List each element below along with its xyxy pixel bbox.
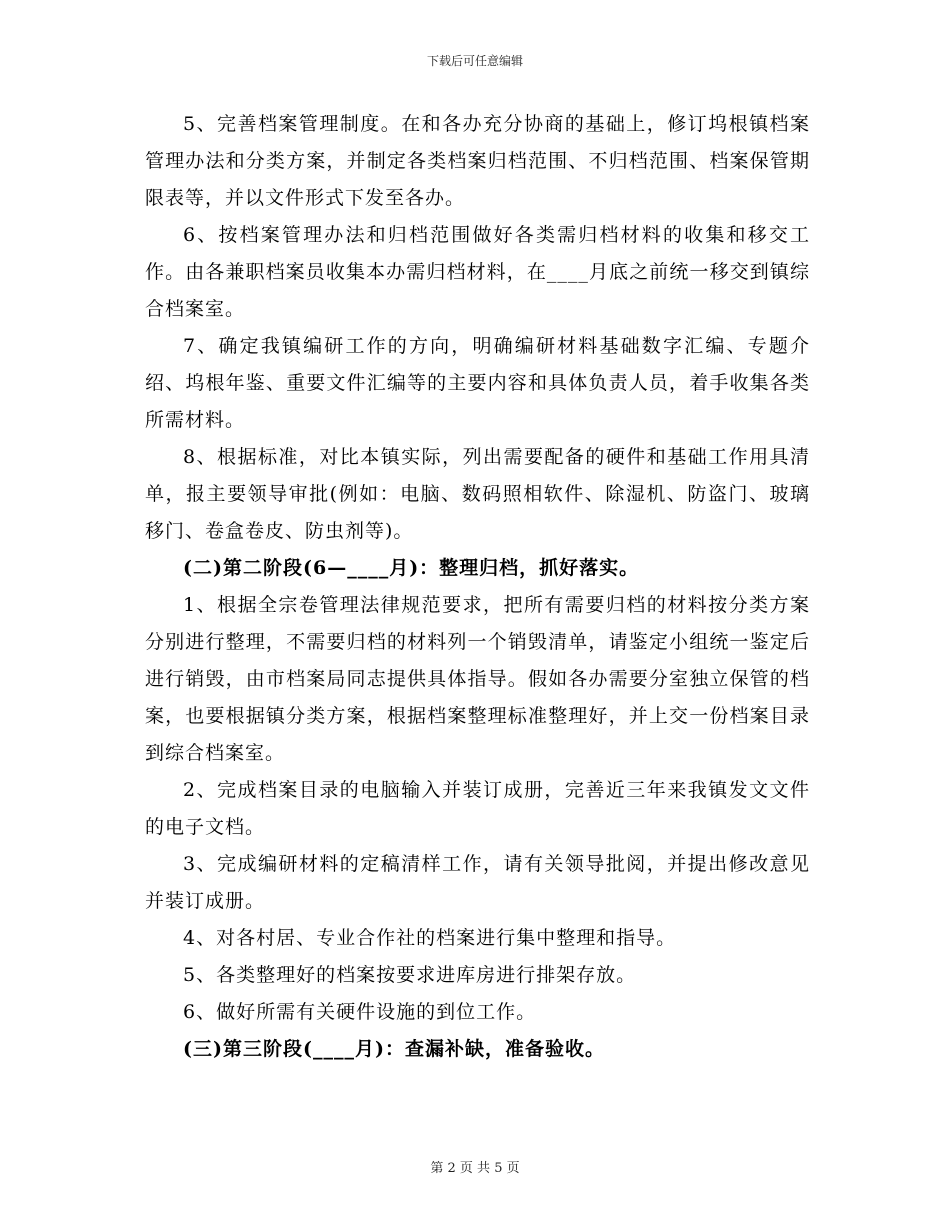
page-number: 第 2 页 共 5 页 — [430, 1161, 520, 1176]
paragraph-stage2-item-5: 5、各类整理好的档案按要求进库房进行排架存放。 — [183, 964, 637, 986]
section-heading-stage-3: (三)第三阶段(____月)：查漏补缺，准备验收。 — [183, 1038, 605, 1060]
paragraph-item-6: 6、按档案管理办法和归档范围做好各类需归档材料的收集和移交工作。由各兼职档案员收集本办需归档材料，在____月底之前统一移交到镇综合档案室。 — [145, 224, 810, 320]
paragraph-stage2-item-2: 2、完成档案目录的电脑输入并装订成册，完善近三年来我镇发文文件的电子文档。 — [145, 779, 810, 838]
paragraph-stage2-item-1: 1、根据全宗卷管理法律规范要求，把所有需要归档的材料按分类方案分别进行整理，不需要归档的材料列一个销毁清单，请鉴定小组统一鉴定后进行销毁，由市档案局同志提供具体指导。假如各办需要分室独立保管的档案，也要根据镇分类方案，根据档案整理标准整理好，并上交一份档案目录到综合档案室。 — [145, 594, 810, 764]
paragraph-stage2-item-3: 3、完成编研材料的定稿清样工作，请有关领导批阅，并提出修改意见并装订成册。 — [145, 853, 810, 912]
paragraph-stage2-item-4: 4、对各村居、专业合作社的档案进行集中整理和指导。 — [183, 927, 677, 949]
paragraph-item-5: 5、完善档案管理制度。在和各办充分协商的基础上，修订坞根镇档案管理办法和分类方案，并制定各类档案归档范围、不归档范围、档案保管期限表等，并以文件形式下发至各办。 — [145, 113, 810, 209]
paragraph-item-8: 8、根据标准，对比本镇实际，列出需要配备的硬件和基础工作用具清单，报主要领导审批(例如：电脑、数码照相软件、除湿机、防盗门、玻璃移门、卷盒卷皮、防虫剂等)。 — [145, 446, 810, 542]
page-header: 下载后可任意编辑 — [426, 54, 523, 68]
paragraph-stage2-item-6: 6、做好所需有关硬件设施的到位工作。 — [183, 1001, 537, 1023]
paragraph-item-7: 7、确定我镇编研工作的方向，明确编研材料基础数字汇编、专题介绍、坞根年鉴、重要文件汇编等的主要内容和具体负责人员，着手收集各类所需材料。 — [145, 335, 810, 431]
document-body — [145, 106, 810, 1068]
section-heading-stage-2: (二)第二阶段(6—____月)：整理归档，抓好落实。 — [183, 557, 640, 579]
